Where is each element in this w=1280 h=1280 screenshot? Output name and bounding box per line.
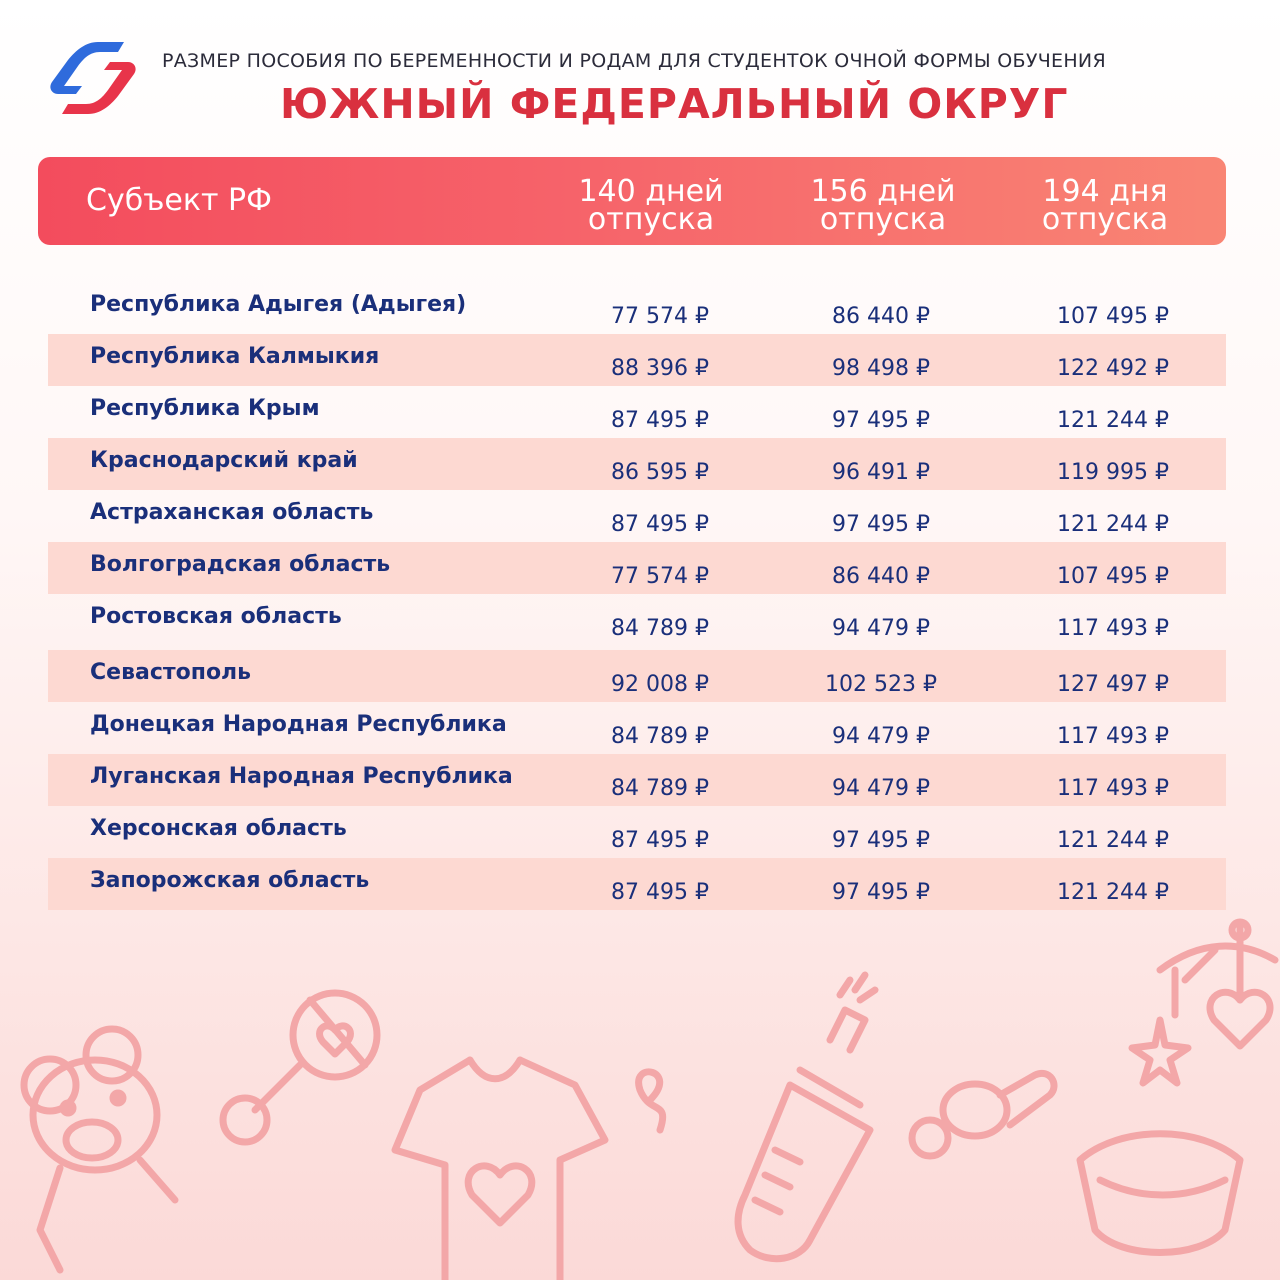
rattle-icon xyxy=(223,993,377,1142)
region-name: Республика Адыгея (Адыгея) xyxy=(90,292,467,317)
value-140-days: 77 574 ₽ xyxy=(611,564,709,589)
column-header-region: Субъект РФ xyxy=(86,183,272,218)
value-140-days: 88 396 ₽ xyxy=(611,356,709,381)
value-140-days: 84 789 ₽ xyxy=(611,724,709,749)
region-name: Херсонская область xyxy=(90,816,347,841)
table-row xyxy=(48,386,1226,438)
value-156-days: 97 495 ₽ xyxy=(832,828,930,853)
baby-decorations xyxy=(0,900,1280,1280)
value-194-days: 117 493 ₽ xyxy=(1057,776,1169,801)
value-194-days: 121 244 ₽ xyxy=(1057,880,1169,905)
value-156-days: 96 491 ₽ xyxy=(832,460,930,485)
value-156-days: 97 495 ₽ xyxy=(832,512,930,537)
region-name: Волгоградская область xyxy=(90,552,391,577)
value-156-days: 98 498 ₽ xyxy=(832,356,930,381)
value-140-days: 87 495 ₽ xyxy=(611,512,709,537)
value-156-days: 86 440 ₽ xyxy=(832,564,930,589)
baby-mobile-icon xyxy=(1132,922,1275,1083)
pacifier-icon xyxy=(912,1073,1054,1156)
table-row xyxy=(48,594,1226,650)
region-name: Донецкая Народная Республика xyxy=(90,712,507,737)
table-row xyxy=(48,334,1226,386)
value-140-days: 87 495 ₽ xyxy=(611,828,709,853)
column-header-194-days: 194 дня отпуска xyxy=(1041,174,1169,237)
value-194-days: 121 244 ₽ xyxy=(1057,512,1169,537)
value-194-days: 121 244 ₽ xyxy=(1057,408,1169,433)
value-140-days: 92 008 ₽ xyxy=(611,672,709,697)
column-header-156-days: 156 дней отпуска xyxy=(810,174,956,237)
table-row xyxy=(48,754,1226,806)
value-194-days: 107 495 ₽ xyxy=(1057,564,1169,589)
region-name: Краснодарский край xyxy=(90,448,358,473)
diaper-icon xyxy=(1080,1134,1240,1253)
value-156-days: 86 440 ₽ xyxy=(832,304,930,329)
value-156-days: 102 523 ₽ xyxy=(825,672,937,697)
page-subtitle: РАЗМЕР ПОСОБИЯ ПО БЕРЕМЕННОСТИ И РОДАМ ДЛЯ СТУДЕНТОК ОЧНОЙ ФОРМЫ ОБУЧЕНИЯ xyxy=(162,50,1106,72)
baby-bottle-icon xyxy=(738,975,875,1259)
value-140-days: 86 595 ₽ xyxy=(611,460,709,485)
value-140-days: 87 495 ₽ xyxy=(611,880,709,905)
value-156-days: 94 479 ₽ xyxy=(832,616,930,641)
value-194-days: 127 497 ₽ xyxy=(1057,672,1169,697)
value-156-days: 94 479 ₽ xyxy=(832,776,930,801)
region-name: Астраханская область xyxy=(90,500,374,525)
region-name: Республика Крым xyxy=(90,396,320,421)
sfr-logo-icon xyxy=(46,38,140,118)
column-header-140-days: 140 дней отпуска xyxy=(578,174,724,237)
value-156-days: 97 495 ₽ xyxy=(832,408,930,433)
value-194-days: 117 493 ₽ xyxy=(1057,724,1169,749)
value-156-days: 94 479 ₽ xyxy=(832,724,930,749)
value-194-days: 122 492 ₽ xyxy=(1057,356,1169,381)
baby-bodysuit-icon xyxy=(395,1060,663,1280)
page-title: ЮЖНЫЙ ФЕДЕРАЛЬНЫЙ ОКРУГ xyxy=(280,80,1069,128)
value-194-days: 119 995 ₽ xyxy=(1057,460,1169,485)
region-name: Луганская Народная Республика xyxy=(90,764,513,789)
region-name: Ростовская область xyxy=(90,604,342,629)
value-156-days: 97 495 ₽ xyxy=(832,880,930,905)
table-row xyxy=(48,438,1226,490)
table-row xyxy=(48,806,1226,858)
value-194-days: 107 495 ₽ xyxy=(1057,304,1169,329)
region-name: Запорожская область xyxy=(90,868,370,893)
table-row xyxy=(48,542,1226,594)
value-140-days: 77 574 ₽ xyxy=(611,304,709,329)
teddy-bear-icon xyxy=(24,1029,175,1270)
value-194-days: 121 244 ₽ xyxy=(1057,828,1169,853)
value-140-days: 84 789 ₽ xyxy=(611,776,709,801)
table-row xyxy=(48,490,1226,542)
table-header xyxy=(38,157,1226,245)
benefits-table xyxy=(48,282,1226,910)
value-194-days: 117 493 ₽ xyxy=(1057,616,1169,641)
value-140-days: 84 789 ₽ xyxy=(611,616,709,641)
table-row xyxy=(48,702,1226,754)
region-name: Республика Калмыкия xyxy=(90,344,380,369)
value-140-days: 87 495 ₽ xyxy=(611,408,709,433)
region-name: Севастополь xyxy=(90,660,252,685)
table-row xyxy=(48,650,1226,702)
table-row xyxy=(48,282,1226,334)
